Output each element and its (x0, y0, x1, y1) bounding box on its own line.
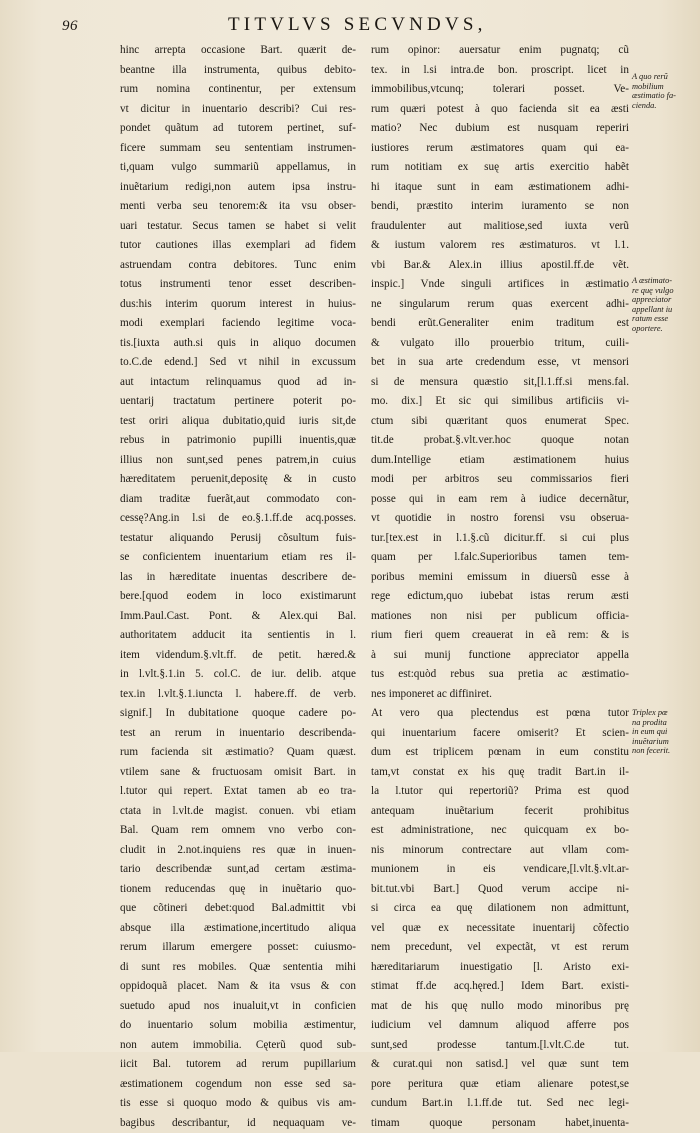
text-line: fraudulenter aut malitiose,sed iuxta verũ (371, 217, 629, 237)
margin-note-aestimatore (632, 276, 696, 334)
margin-note-line: oportere. (632, 324, 696, 334)
margin-note-line: Triplex pœ (632, 708, 696, 718)
text-line: beantne illa instrumenta, quibus debito- (120, 61, 356, 81)
text-line: dum.Intellige etiam æstimationem huius (371, 451, 629, 471)
page-header (0, 10, 700, 36)
text-line: à sui munij functione appreciator appella (371, 646, 629, 666)
text-line: bendi, præstito interim iuramento se non (371, 197, 629, 217)
text-line: menti verba seu tenorem:& ita vsu obser- (120, 197, 356, 217)
margin-note-line: ratum esse (632, 314, 696, 324)
text-line: rium fieri quem creauerat in eã rem: & is (371, 626, 629, 646)
text-line: ti,quam vulgo summariũ appellamus, in (120, 158, 356, 178)
text-line: nes imponeret ac diffiniret. (371, 685, 629, 705)
text-line: tit.de probat.§.vlt.ver.hoc quoque notan (371, 431, 629, 451)
text-line: pondet quãtum ad tutorem pertinet, suf- (120, 119, 356, 139)
text-line: aut intactum relinquamus quod ad in- (120, 373, 356, 393)
text-line: rum facienda sit æstimatio? Quam quæst. (120, 743, 356, 763)
text-line: qui inuentarium facere omiserit? Et scien- (371, 724, 629, 744)
margin-note-a-quo (632, 72, 696, 110)
text-line: modi per arbitros seu commissarios fieri (371, 470, 629, 490)
text-line: matio? Nec dubium est nusquam reperiri (371, 119, 629, 139)
text-line: timam quoque personam habet,inuenta- (371, 1114, 629, 1133)
margin-note-line: appellant iu (632, 305, 696, 315)
text-line: ne singularum rerum quas exercent adhi- (371, 295, 629, 315)
text-line: ficere summam seu sententiam instrumen- (120, 139, 356, 159)
text-line: tis esse si quoquo modo & quibus vis am- (120, 1094, 356, 1114)
text-line: l.tutor qui repert. Extat tamen ab eo tra- (120, 782, 356, 802)
text-line: test oriri aliqua dubitatio,quid iuris sit,de (120, 412, 356, 432)
text-line: rum opinor: auersatur enim pugnatq; cũ (371, 41, 629, 61)
text-line: tam,vt constat ex his quę tradit Bart.in il- (371, 763, 629, 783)
text-line: absque illa æstimatione,incertitudo aliqua (120, 919, 356, 939)
text-line: suetudo apud nos inualuit,vt in conficien (120, 997, 356, 1017)
text-line: se conficientem inuentarium etiam res il- (120, 548, 356, 568)
text-line: do inuentario solum mobilia æstimentur, (120, 1016, 356, 1036)
left-text-column (120, 41, 356, 1133)
text-line: cundum Bart.in l.1.ff.de tut. Sed nec legi- (371, 1094, 629, 1114)
margin-note-line: mobilium (632, 82, 696, 92)
text-line: la l.tutor qui repertoriũ? Prima est quod (371, 782, 629, 802)
text-line: illius non sunt,sed penes patrem,in cuius (120, 451, 356, 471)
text-line: est administratione, nec quicquam ex bo- (371, 821, 629, 841)
text-line: di sunt res mobiles. Quæ sententia mihi (120, 958, 356, 978)
text-line: quam per l.falc.Superioribus tamen tem- (371, 548, 629, 568)
text-line: hi itaque sunt in eam æstimationem adhi- (371, 178, 629, 198)
text-line: ctata in l.vlt.de magist. conuen. vbi etiam (120, 802, 356, 822)
text-line: modi exemplari faciendo legitime voca- (120, 314, 356, 334)
text-line: poribus memini emissum in diuersũ esse à (371, 568, 629, 588)
text-line: & iustum valorem res æstimaturos. vt l.1. (371, 236, 629, 256)
text-line: stimat ff.de acq.hęred.] Idem Bart. existi- (371, 977, 629, 997)
text-line: tionem reducendas quę in inuẽtario quo- (120, 880, 356, 900)
text-line: que cõtineri debet:quod Bal.admittit vbi (120, 899, 356, 919)
text-line: diam traditæ fuerãt,aut commodato con- (120, 490, 356, 510)
text-line: æstimationem cogendum non esse sed sa- (120, 1075, 356, 1095)
text-line: in l.vlt.§.1.in 5. col.C. de iur. delib. atque (120, 665, 356, 685)
margin-note-line: inuẽtarium (632, 737, 696, 747)
text-line: rebus in patrimonio pupilli inuentis,quæ (120, 431, 356, 451)
text-line: munionem in eis vendicare,[l.vlt.§.vlt.ar- (371, 860, 629, 880)
text-line: vt dicitur in inuentario describi? Cui res- (120, 100, 356, 120)
text-line: rum nomina continentur, per extensum (120, 80, 356, 100)
margin-note-line: A quo rerũ (632, 72, 696, 82)
text-line: mationes non nisi per publicum officia- (371, 607, 629, 627)
text-line: bit.tut.vbi Bart.] Quod verum accipe ni- (371, 880, 629, 900)
text-line: rum notitiam ex suę artis exercitio habẽt (371, 158, 629, 178)
text-line: rerum illarum emergere posset: cuiusmo- (120, 938, 356, 958)
text-line: testatur aliquando Perusij cõsultum fuis- (120, 529, 356, 549)
text-line: bet in sua arte credendum esse, vt mensori (371, 353, 629, 373)
text-line: & vulgato illo prouerbio tritum, cuili- (371, 334, 629, 354)
text-line: mat de his quę nullo modo minoribus prę (371, 997, 629, 1017)
text-line: to.C.de edend.] Sed vt nihil in excussum (120, 353, 356, 373)
text-line: authoritatem adducit ita sentientis in l. (120, 626, 356, 646)
margin-note-line: æstimatio fa- (632, 91, 696, 101)
text-line: vt quotidie in nostro forensi vsu obserua- (371, 509, 629, 529)
running-title: TITVLVS SECVNDVS, (228, 14, 487, 36)
text-line: iicit Bal. tutorem ad rerum pupillarium (120, 1055, 356, 1075)
margin-note-line: na prodita (632, 718, 696, 728)
text-line: cessę?Ang.in l.si de eo.§.1.ff.de acq.posses. (120, 509, 356, 529)
margin-note-line: A æstimato- (632, 276, 696, 286)
margin-note-line: non fecerit. (632, 746, 696, 756)
text-line: pore peritura quæ etiam alienare potest,se (371, 1075, 629, 1095)
text-line: item videndum.§.vlt.ff. de petit. hæred.& (120, 646, 356, 666)
text-line: bagibus describantur, id nequaquam ve- (120, 1114, 356, 1133)
text-line: tus est:quòd rebus sua pretia ac æstimatio- (371, 665, 629, 685)
text-line: posse qui in eam rem à iudice decernãtur, (371, 490, 629, 510)
text-line: rege edictum,quo iubebat istas rerum æsti (371, 587, 629, 607)
text-line: & curat.qui non satisd.] vel quæ sunt tem (371, 1055, 629, 1075)
text-line: dum est triplicem pœnam in eum constitu (371, 743, 629, 763)
text-line: test an rerum in inuentario describenda- (120, 724, 356, 744)
text-line: vel quæ ex necessitate inuentarij cõfectio (371, 919, 629, 939)
margin-note-line: in eum qui (632, 727, 696, 737)
text-line: bendi erũt.Generaliter enim traditum est (371, 314, 629, 334)
margin-note-line: cienda. (632, 101, 696, 111)
text-line: uentarij tractatum pertinere poterit po- (120, 392, 356, 412)
text-line: inspic.] Vnde singuli artifices in æstimatio (371, 275, 629, 295)
text-line: astruendam contra debitores. Tunc enim (120, 256, 356, 276)
text-line: vtilem sane & fructuosam omisit Bart. in (120, 763, 356, 783)
text-line: tex.in l.vlt.§.1.iuncta l. habere.ff. de verb. (120, 685, 356, 705)
text-line: immobilibus,vtcunq; tolerari posset. Ve- (371, 80, 629, 100)
text-line: iustiores rerum æstimatores quam qui ea- (371, 139, 629, 159)
text-line: nis minorum contrectare aut vllam com- (371, 841, 629, 861)
text-line: si de mensura quæstio sit,[l.1.ff.si mens.fal. (371, 373, 629, 393)
text-line: inuẽtarium redigi,non autem ipsa instru- (120, 178, 356, 198)
text-line: bere.[quod eodem in loco existimarunt (120, 587, 356, 607)
text-line: las in hæreditate inuentas describere de- (120, 568, 356, 588)
text-line: iudicium vel damnum aliquod afferre pos (371, 1016, 629, 1036)
text-line: dus:his interim quorum interest in huius- (120, 295, 356, 315)
right-text-column (371, 41, 629, 1133)
text-line: tis.[iuxta auth.si quis in aliquo documen (120, 334, 356, 354)
folio-number: 96 (62, 18, 78, 35)
text-line: non autem immobilia. Cęterũ quod sub- (120, 1036, 356, 1056)
text-line: Bal. Quam rem omnem vno verbo con- (120, 821, 356, 841)
text-line: hæreditatem peruenit,depositę & in custo (120, 470, 356, 490)
text-line: totus instrumenti tenor esset describen- (120, 275, 356, 295)
text-line: ctum sibi quæritant quos enumerat Spec. (371, 412, 629, 432)
margin-note-line: re quę vulgo (632, 286, 696, 296)
text-line: mo. dix.] Et sic qui similibus artificiis vi- (371, 392, 629, 412)
text-line: uari testatur. Secus tamen se habet si velit (120, 217, 356, 237)
text-line: oppidoquã placet. Nam & ita vsus & con (120, 977, 356, 997)
text-line: cludit in 2.not.inquiens res quæ in inuen- (120, 841, 356, 861)
text-line: signif.] In dubitatione quoque cadere po- (120, 704, 356, 724)
text-line: tario describendæ sunt,ad certam æstima- (120, 860, 356, 880)
text-line: hinc arrepta occasione Bart. quærit de- (120, 41, 356, 61)
text-line: tex. in l.si intra.de bon. proscript. licet in (371, 61, 629, 81)
text-line: tutor cautiones illas exemplari ad fidem (120, 236, 356, 256)
text-line: hæreditariarum inuestigatio [l. Aristo exi- (371, 958, 629, 978)
text-line: antequam inuẽtarium fecerit prohibitus (371, 802, 629, 822)
text-line: tur.[tex.est in l.1.§.cũ dicitur.ff. si cui plus (371, 529, 629, 549)
text-line: vbi Bar.& Alex.in illius apostil.ff.de vẽt. (371, 256, 629, 276)
text-line: rum quæri potest à quo facienda sit ea æsti (371, 100, 629, 120)
text-line: sunt,sed prodesse tantum.[l.vlt.C.de tut. (371, 1036, 629, 1056)
text-line: si circa ea quę dilationem non admittunt, (371, 899, 629, 919)
margin-note-triplex (632, 708, 696, 756)
margin-note-line: appreciator (632, 295, 696, 305)
text-line: Imm.Paul.Cast. Pont. & Alex.qui Bal. (120, 607, 356, 627)
text-line: nem precedunt, vel expectãt, vt est rerum (371, 938, 629, 958)
text-line: At vero qua plectendus est pœna tutor (371, 704, 629, 724)
